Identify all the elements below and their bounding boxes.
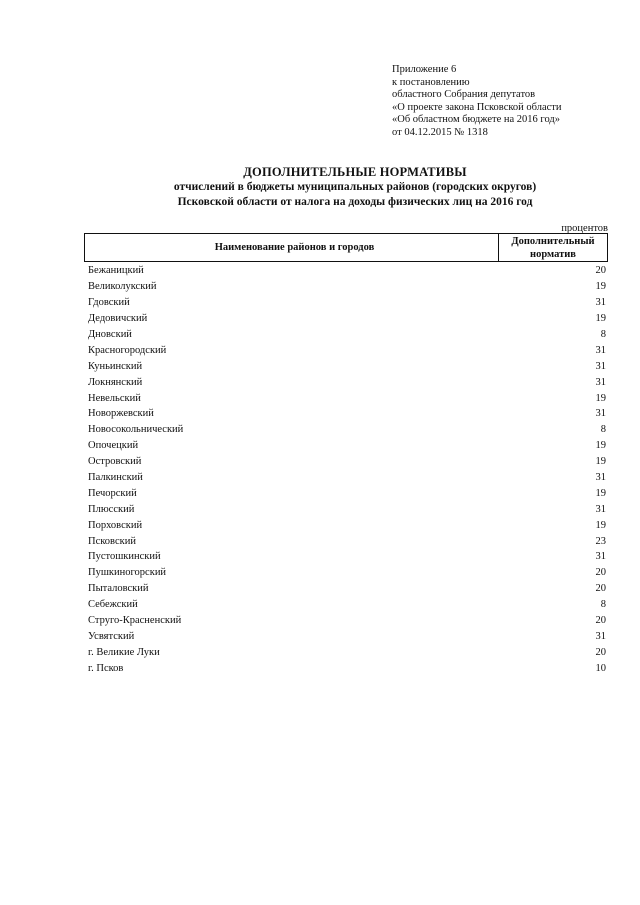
row-name: Бежаницкий bbox=[88, 265, 144, 277]
table-row bbox=[88, 565, 606, 581]
unit-label: процентов bbox=[561, 223, 608, 234]
row-name: Дедовичский bbox=[88, 313, 148, 325]
table-row bbox=[88, 263, 606, 279]
table-row bbox=[88, 422, 606, 438]
row-value: 19 bbox=[595, 519, 606, 531]
table-row bbox=[88, 390, 606, 406]
row-name: Опочецкий bbox=[88, 440, 139, 452]
column-header-norm-line1: Дополнительный bbox=[511, 235, 595, 247]
row-value: 19 bbox=[595, 487, 606, 499]
row-value: 20 bbox=[595, 567, 606, 579]
appendix-line: «О проекте закона Псковской области bbox=[392, 101, 562, 113]
document-title bbox=[60, 164, 640, 210]
row-name: Локнянский bbox=[88, 376, 143, 388]
table-row bbox=[88, 358, 606, 374]
row-value: 31 bbox=[595, 297, 606, 309]
table-row bbox=[88, 644, 606, 660]
row-value: 31 bbox=[595, 376, 606, 388]
row-name: Пушкиногорский bbox=[88, 567, 167, 579]
row-value: 31 bbox=[595, 630, 606, 642]
row-name: Пыталовский bbox=[88, 583, 149, 595]
row-value: 31 bbox=[595, 551, 606, 563]
row-name: Палкинский bbox=[88, 472, 143, 484]
table-row bbox=[88, 628, 606, 644]
row-value: 20 bbox=[595, 646, 606, 658]
appendix-line: «Об областном бюджете на 2016 год» bbox=[392, 114, 560, 126]
row-name: Псковский bbox=[88, 535, 136, 547]
row-name: Усвятский bbox=[88, 630, 135, 642]
row-name: г. Псков bbox=[88, 662, 124, 674]
table-row bbox=[88, 549, 606, 565]
row-name: Гдовский bbox=[88, 297, 130, 309]
table-row bbox=[88, 374, 606, 390]
row-name: Плюсский bbox=[88, 503, 135, 515]
row-name: Себежский bbox=[88, 599, 138, 611]
row-value: 19 bbox=[595, 392, 606, 404]
row-name: Пустошкинский bbox=[88, 551, 161, 563]
appendix-line: к постановлению bbox=[392, 76, 470, 88]
row-name: Куньинский bbox=[88, 360, 143, 372]
table-row bbox=[88, 485, 606, 501]
table-row bbox=[88, 311, 606, 327]
title-line-3: Псковской области от налога на доходы физических лиц на 2016 год bbox=[177, 196, 533, 208]
appendix-block bbox=[392, 64, 562, 140]
table-row bbox=[88, 406, 606, 422]
appendix-line: областного Собрания депутатов bbox=[392, 89, 536, 101]
column-header-norm-line2: норматив bbox=[530, 248, 576, 260]
table-row bbox=[88, 597, 606, 613]
row-name: Дновский bbox=[88, 329, 132, 340]
row-name: Новоржевский bbox=[88, 408, 154, 420]
row-value: 8 bbox=[600, 599, 606, 611]
row-name: Печорский bbox=[88, 487, 137, 499]
row-value: 31 bbox=[595, 344, 606, 356]
table-body bbox=[88, 263, 606, 676]
row-value: 19 bbox=[595, 440, 606, 452]
row-name: Новосокольнический bbox=[88, 424, 184, 436]
row-value: 31 bbox=[595, 408, 606, 420]
row-name: Струго-Красненский bbox=[88, 615, 182, 627]
table-row bbox=[88, 295, 606, 311]
column-header-name: Наименование районов и городов bbox=[214, 242, 375, 253]
table-row bbox=[88, 470, 606, 486]
row-name: Невельский bbox=[88, 392, 141, 404]
row-name: Островский bbox=[88, 456, 142, 468]
row-value: 19 bbox=[595, 313, 606, 325]
appendix-line: Приложение 6 bbox=[392, 64, 457, 75]
table-row bbox=[88, 438, 606, 454]
row-value: 19 bbox=[595, 281, 606, 293]
row-value: 20 bbox=[595, 265, 606, 277]
table-row bbox=[88, 501, 606, 517]
row-value: 31 bbox=[595, 360, 606, 372]
row-value: 8 bbox=[600, 329, 606, 340]
row-value: 23 bbox=[595, 535, 606, 547]
row-value: 31 bbox=[595, 472, 606, 484]
title-line-1: ДОПОЛНИТЕЛЬНЫЕ НОРМАТИВЫ bbox=[243, 165, 467, 179]
table-row bbox=[88, 613, 606, 629]
table-row bbox=[88, 533, 606, 549]
row-value: 20 bbox=[595, 583, 606, 595]
table-row bbox=[88, 279, 606, 295]
row-name: Красногородский bbox=[88, 344, 167, 356]
row-name: г. Великие Луки bbox=[88, 646, 160, 658]
row-value: 31 bbox=[595, 503, 606, 515]
table-header bbox=[84, 233, 608, 262]
row-value: 8 bbox=[600, 424, 606, 436]
table-row bbox=[88, 454, 606, 470]
row-name: Порховский bbox=[88, 519, 143, 531]
row-value: 20 bbox=[595, 615, 606, 627]
title-line-2: отчислений в бюджеты муниципальных районов (городских округов) bbox=[173, 181, 537, 193]
row-name: Великолукский bbox=[88, 281, 157, 293]
row-value: 19 bbox=[595, 456, 606, 468]
table-row bbox=[88, 342, 606, 358]
table-row bbox=[88, 660, 606, 676]
column-header-norm bbox=[498, 234, 607, 261]
table-row bbox=[88, 517, 606, 533]
table-row bbox=[88, 581, 606, 597]
appendix-line: от 04.12.2015 № 1318 bbox=[392, 126, 488, 138]
row-value: 10 bbox=[595, 662, 606, 674]
table-row bbox=[88, 327, 606, 343]
